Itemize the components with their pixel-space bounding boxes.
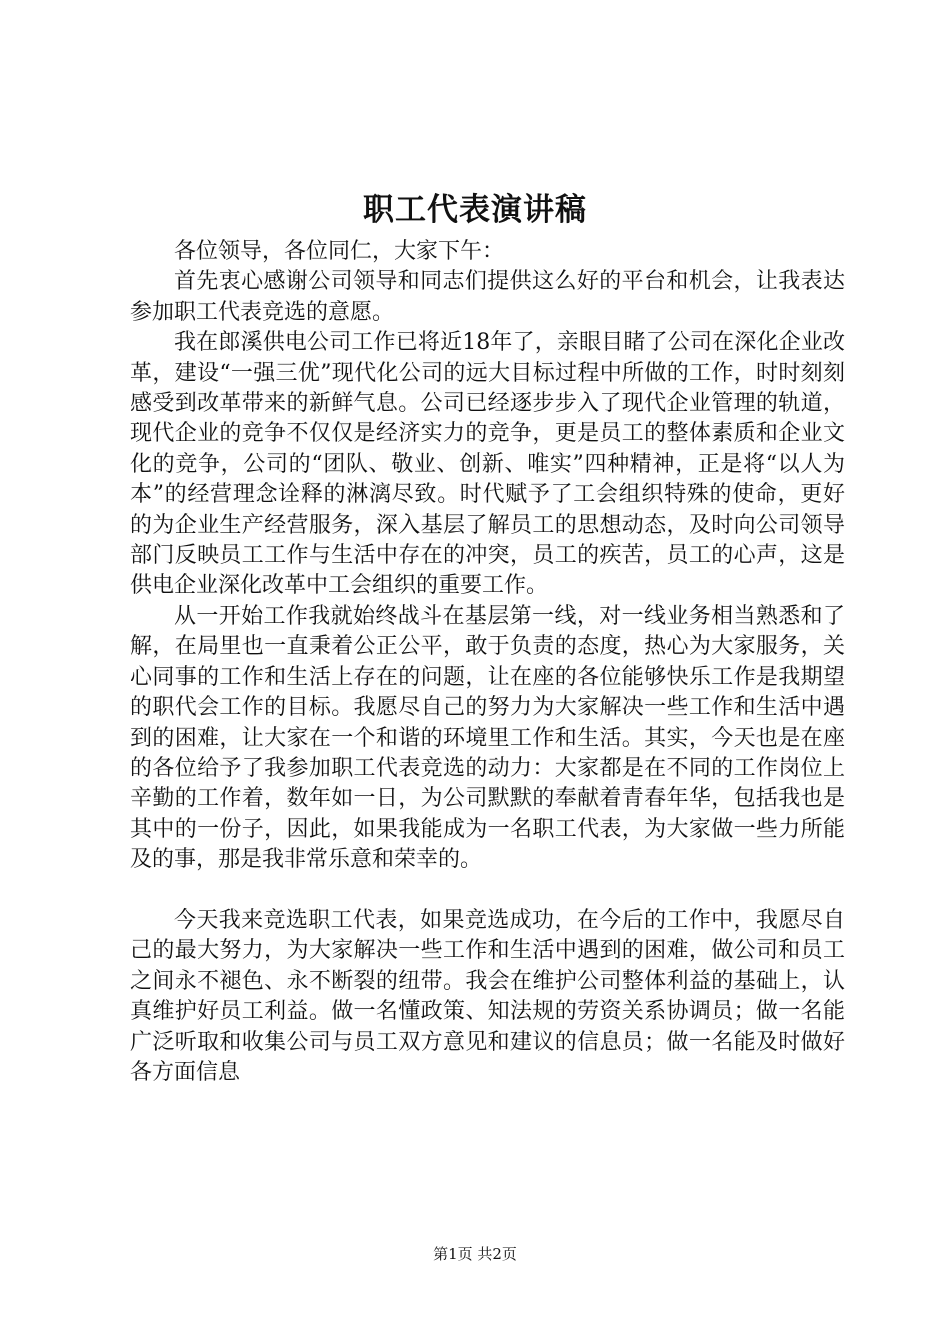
- document-body: [130, 237, 845, 1088]
- paragraph-greeting: 各位领导，各位同仁，大家下午：: [174, 239, 505, 264]
- paragraph-commitment: 今天我来竞选职工代表，如果竞选成功，在今后的工作中，我愿尽自己的最大努力，为大家解决一些工作和生活中遇到的困难，做公司和员工之间永不褪色、永不断裂的纽带。我会在维护公司整体利益的基础上，认真维护好员工利益。做一名懂政策、知法规的劳资关系协调员；做一名能广泛听取和收集公司与员工双方意见和建议的信息员；做一名能及时做好各方面信息: [130, 907, 845, 1085]
- paragraph-experience: 我在郎溪供电公司工作已将近18年了，亲眼目睹了公司在深化企业改革，建设“一强三优”现代化公司的远大目标过程中所做的工作，时时刻刻感受到改革带来的新鲜气息。公司已经逐步步入了现代企业管理的轨道，现代企业的竞争不仅仅是经济实力的竞争，更是员工的整体素质和企业文化的竞争，公司的“团队、敬业、创新、唯实”四种精神，正是将“以人为本”的经营理念诠释的淋漓尽致。时代赋予了工会组织特殊的使命，更好的为企业生产经营服务，深入基层了解员工的思想动态，及时向公司领导部门反映员工工作与生活中存在的冲突，员工的疾苦，员工的心声，这是供电企业深化改革中工会组织的重要工作。: [130, 330, 845, 599]
- document-title: 职工代表演讲稿: [363, 192, 587, 228]
- paragraph-motivation: 从一开始工作我就始终战斗在基层第一线，对一线业务相当熟悉和了解，在局里也一直秉着公正公平，敢于负责的态度，热心为大家服务，关心同事的工作和生活上存在的问题，让在座的各位能够快乐工作是我期望的职代会工作的目标。我愿尽自己的努力为大家解决一些工作和生活中遇到的困难，让大家在一个和谐的环境里工作和生活。其实，今天也是在座的各位给予了我参加职工代表竞选的动力：大家都是在不同的工作岗位上辛勤的工作着，数年如一日，为公司默默的奉献着青春年华，包括我也是其中的一份子，因此，如果我能成为一名职工代表，为大家做一些力所能及的事，那是我非常乐意和荣幸的。: [130, 603, 845, 873]
- page-number-footer: 第1页 共2页: [433, 1245, 517, 1263]
- paragraph-thanks: 首先衷心感谢公司领导和同志们提供这么好的平台和机会，让我表达参加职工代表竞选的意愿。: [130, 269, 845, 325]
